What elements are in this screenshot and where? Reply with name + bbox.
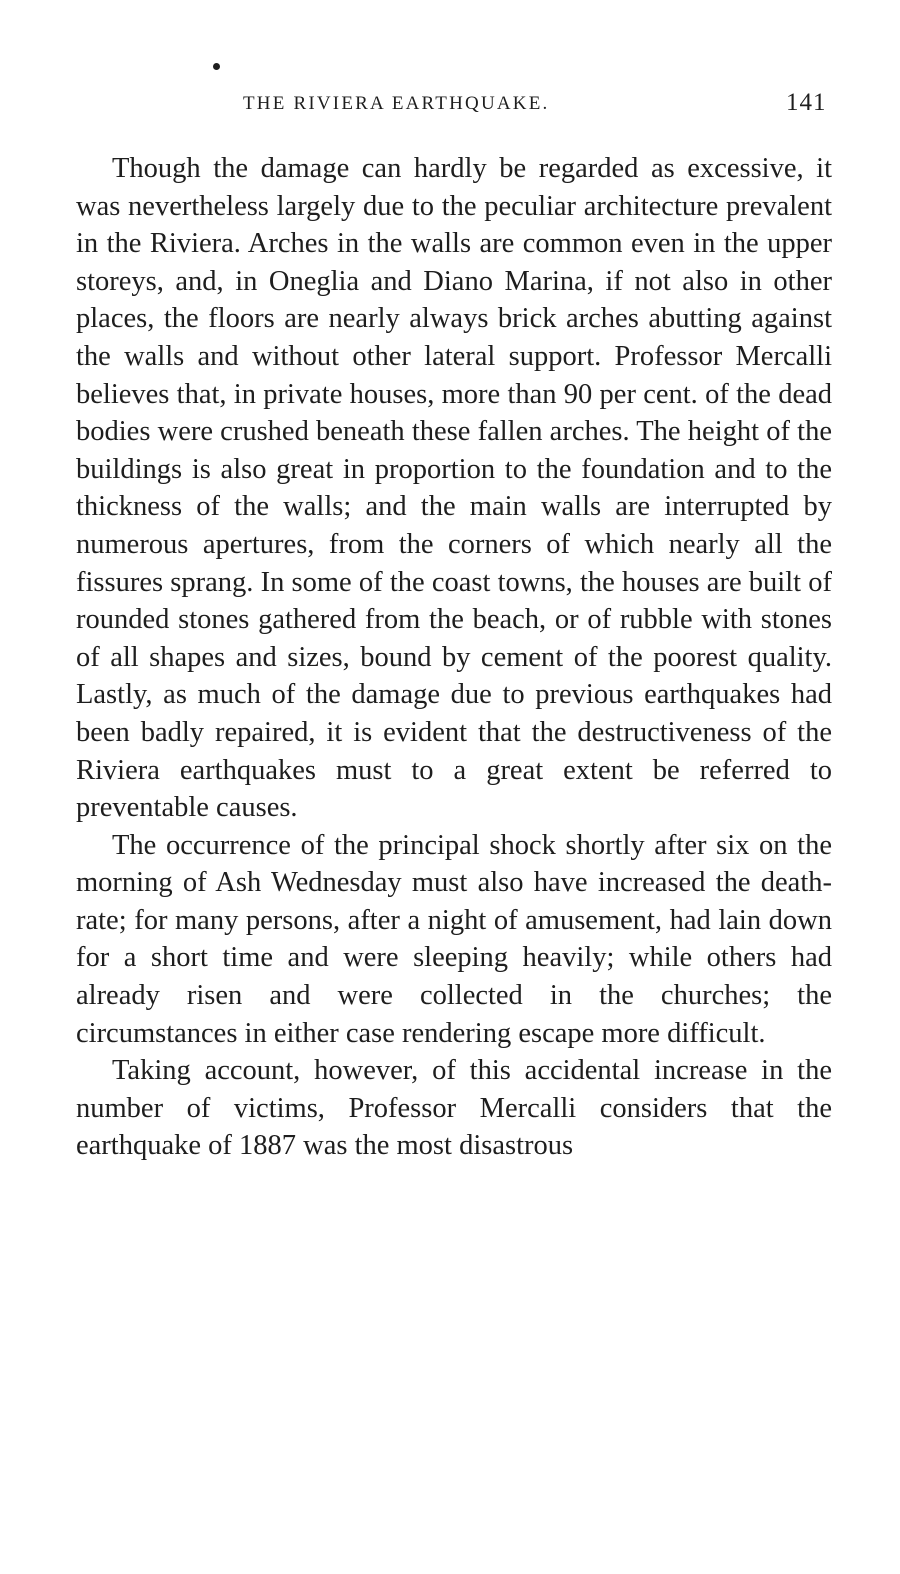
ink-dot xyxy=(213,63,220,70)
paragraph: Though the damage can hardly be regarded as excessive, it was nevertheless largely due to the peculiar architecture prevalent in the Riviera. Arches in the walls are common even in the upper storeys, and, in Oneglia and Diano Marina, if not also in other places, the floors are nearly always brick arches abutting against the walls and without other lateral support. Professor Mercalli believes that, in private houses, more than 90 per cent. of the dead bodies were crushed beneath these fallen arches. The height of the buildings is also great in proportion to the foundation and to the thickness of the walls; and the main walls are interrupted by numerous apertures, from the corners of which nearly all the fissures sprang. In some of the coast towns, the houses are built of rounded stones gathered from the beach, or of rubble with stones of all shapes and sizes, bound by cement of the poorest quality. Lastly, as much of the damage due to previous earthquakes had been badly repaired, it is evident that the destructiveness of the Riviera earthquakes must to a great extent be referred to preventable causes. xyxy=(76,153,832,824)
paragraph: The occurrence of the principal shock shortly after six on the morning of Ash Wednesday must also have increased the death-rate; for many persons, after a night of amusement, had lain down for a short time and were sleeping heavily; while others had already risen and were collected in the churches; the circumstances in either case rendering escape more difficult. xyxy=(76,829,832,1049)
paragraph: Taking account, however, of this accidental increase in the number of victims, Professor Mercalli considers that the earthquake of 1887 was the most disastrous xyxy=(76,1055,832,1162)
running-header xyxy=(0,90,900,120)
body-text xyxy=(76,150,832,1165)
running-title: THE RIVIERA EARTHQUAKE. xyxy=(243,93,550,114)
page-number: 141 xyxy=(786,89,827,116)
